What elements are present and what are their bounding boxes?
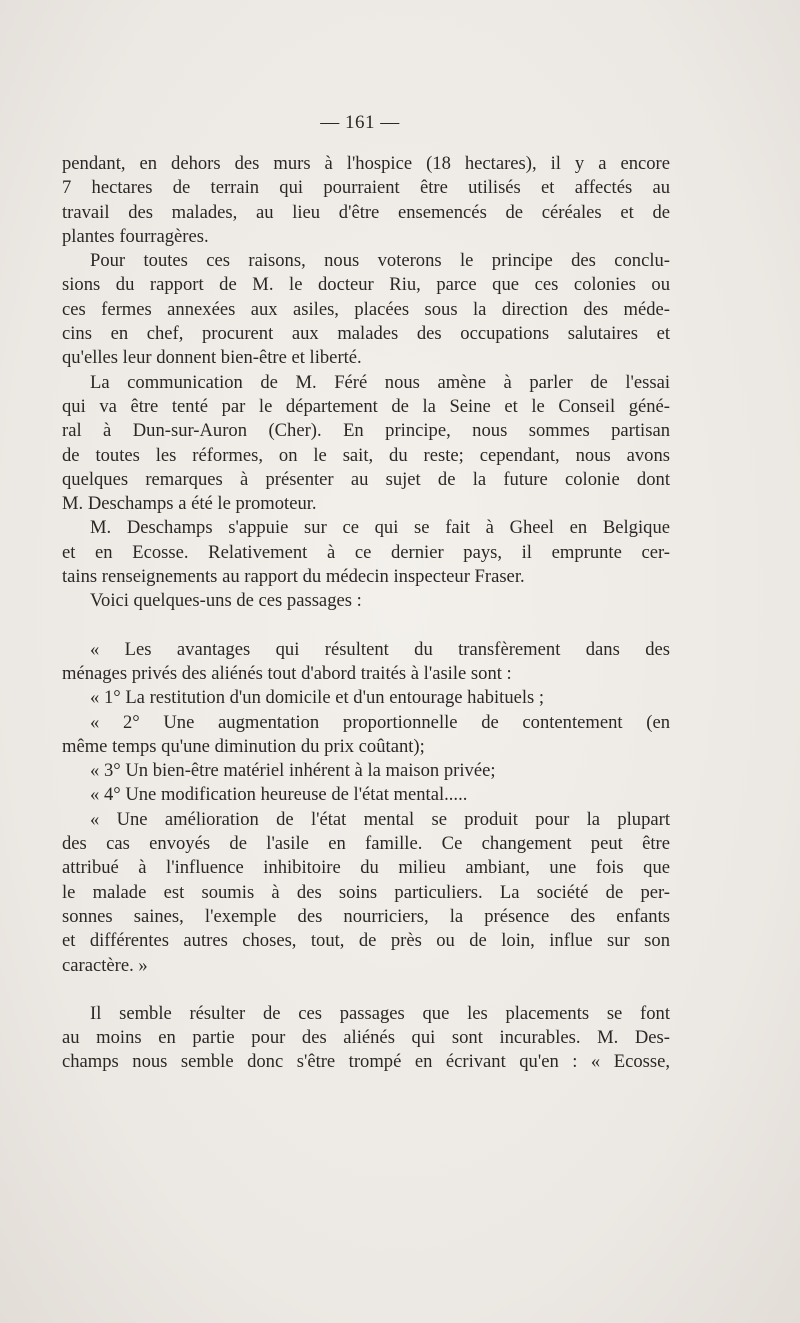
quote-paragraph — [62, 711, 670, 760]
text-line: ral à Dun-sur-Auron (Cher). En principe, nous sommes partisan — [62, 420, 670, 442]
paragraph — [62, 1002, 670, 1075]
text-line: le malade est soumis à des soins particuliers. La société de per- — [62, 881, 670, 903]
text-line: Pour toutes ces raisons, nous voterons le principe des conclu- — [90, 250, 670, 272]
text-line: plantes fourragères. — [62, 225, 209, 247]
paragraph — [62, 152, 670, 249]
text-line: « 4° Une modification heureuse de l'état mental..... — [90, 784, 468, 806]
text-line: pendant, en dehors des murs à l'hospice (18 hectares), il y a encore — [62, 153, 670, 174]
text-line: tains renseignements au rapport du médecin inspecteur Fraser. — [62, 566, 525, 588]
text-line: qui va être tenté par le département de la Seine et le Conseil géné- — [62, 395, 670, 417]
text-line: champs nous semble donc s'être trompé en écrivant qu'en : « Ecosse, — [62, 1051, 670, 1073]
quote-paragraph — [62, 783, 670, 807]
text-line: 7 hectares de terrain qui pourraient être utilisés et affectés au — [62, 177, 670, 199]
quote-paragraph — [62, 808, 670, 978]
text-line: même temps qu'une diminution du prix coûtant); — [62, 735, 425, 757]
body-text — [62, 152, 670, 1075]
text-line: qu'elles leur donnent bien-être et liberté. — [62, 347, 362, 369]
text-line: ménages privés des aliénés tout d'abord traités à l'asile sont : — [62, 662, 512, 684]
text-line: sonnes saines, l'exemple des nourriciers, la présence des enfants — [62, 905, 670, 927]
text-line: Voici quelques-uns de ces passages : — [90, 590, 362, 612]
text-line: « Une amélioration de l'état mental se produit pour la plupart — [90, 808, 670, 830]
text-line: « 1° La restitution d'un domicile et d'un entourage habituels ; — [90, 687, 545, 709]
text-line: M. Deschamps a été le promoteur. — [62, 493, 317, 515]
text-line: de toutes les réformes, on le sait, du reste; cependant, nous avons — [62, 444, 670, 466]
text-line: « Les avantages qui résultent du transfèrement dans des — [90, 638, 670, 660]
text-line: La communication de M. Féré nous amène à parler de l'essai — [90, 371, 670, 393]
paragraph-gap — [62, 614, 670, 638]
text-line: M. Deschamps s'appuie sur ce qui se fait à Gheel en Belgique — [90, 517, 670, 539]
text-line: et différentes autres choses, tout, de près ou de loin, influe sur son — [62, 930, 670, 952]
text-line: attribué à l'influence inhibitoire du milieu ambiant, une fois que — [62, 857, 670, 879]
paragraph — [62, 589, 670, 613]
paragraph — [62, 249, 670, 370]
text-line: « 3° Un bien-être matériel inhérent à la maison privée; — [90, 760, 496, 782]
text-line: quelques remarques à présenter au sujet de la future colonie dont — [62, 468, 670, 490]
text-line: ces fermes annexées aux asiles, placées sous la direction des méde- — [62, 298, 670, 320]
text-line: caractère. » — [62, 954, 148, 976]
paragraph — [62, 516, 670, 589]
quote-paragraph — [62, 686, 670, 710]
text-line: au moins en partie pour des aliénés qui sont incurables. M. Des- — [62, 1027, 670, 1049]
text-line: « 2° Une augmentation proportionnelle de contentement (en — [90, 711, 670, 733]
page-number: — 161 — — [320, 112, 400, 133]
text-line: Il semble résulter de ces passages que les placements se font — [90, 1002, 670, 1024]
paragraph-gap — [62, 978, 670, 1002]
quote-paragraph — [62, 638, 670, 687]
text-line: et en Ecosse. Relativement à ce dernier pays, il emprunte cer- — [62, 541, 670, 563]
paragraph — [62, 371, 670, 517]
text-line: sions du rapport de M. le docteur Riu, parce que ces colonies ou — [62, 274, 670, 296]
quote-paragraph — [62, 759, 670, 783]
text-line: cins en chef, procurent aux malades des occupations salutaires et — [62, 323, 670, 345]
text-line: travail des malades, au lieu d'être ensemencés de céréales et de — [62, 201, 670, 223]
text-line: des cas envoyés de l'asile en famille. Ce changement peut être — [62, 833, 670, 855]
